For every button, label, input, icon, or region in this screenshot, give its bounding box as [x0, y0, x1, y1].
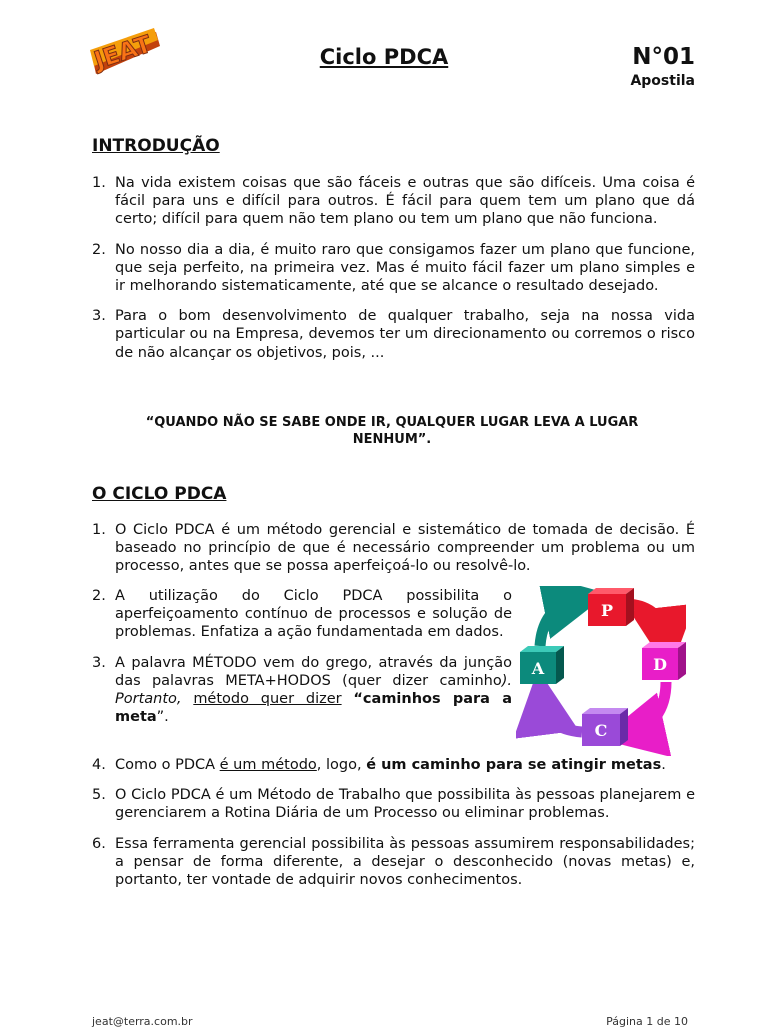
pdca-cycle-diagram: [516, 586, 686, 756]
list-item: 1. Na vida existem coisas que são fáceis e outras que são difíceis. Uma coisa é fácil para uns e difícil para outros. É fácil para quem tem um plano que dá certo; difícil para quem não tem plano ou tem um plano que não funciona.: [92, 175, 695, 228]
act-box: [520, 646, 564, 684]
intro-heading: INTRODUÇÃO: [92, 136, 220, 156]
list-item: 4. Como o PDCA é um método, logo, é um caminho para se atingir metas.: [92, 757, 666, 773]
list-item: 5. O Ciclo PDCA é um Método de Trabalho que possibilita às pessoas planejarem e gerenciarem a Rotina Diária de um Processo ou eliminar problemas.: [92, 787, 695, 822]
svg-text:D: D: [653, 655, 667, 674]
list-item: 2. A utilização do Ciclo PDCA possibilita o aperfeiçoamento contínuo de processos e solução de problemas. Enfatiza a ação fundamentada em dados.: [92, 588, 512, 641]
page-title: Ciclo PDCA: [319, 45, 449, 69]
svg-text:P: P: [600, 601, 614, 620]
list-item: 2. No nosso dia a dia, é muito raro que consigamos fazer um plano que funcione, que seja perfeito, na primeira vez. Mas é muito fácil fazer um plano simples e ir melhorando sistematicamente, até que se alcance o resultado desejado.: [92, 241, 695, 295]
svg-text:C: C: [594, 721, 608, 740]
quote: “QUANDO NÃO SE SABE ONDE IR, QUALQUER LUGAR LEVA A LUGAR NENHUM”.: [145, 415, 639, 447]
plan-box: [588, 588, 634, 626]
arrow-c-to-a: [542, 702, 582, 732]
cycle-heading: O CICLO PDCA: [92, 484, 227, 504]
list-item: 3. Para o bom desenvolvimento de qualquer trabalho, seja na nossa vida particular ou na Empresa, devemos ter um direcionamento ou corremos o risco de não alcançar os objetivos, pois, ...: [92, 308, 695, 361]
arrow-d-to-c: [632, 682, 666, 732]
svg-text:A: A: [531, 659, 545, 678]
intro-list: [92, 174, 695, 374]
document-number: N°01: [632, 44, 695, 70]
cycle-list-beside-diagram: [92, 587, 512, 738]
footer-email: jeat@terra.com.br: [92, 1015, 193, 1028]
list-item: 3. A palavra MÉTODO vem do grego, através da junção das palavras META+HODOS (quer dizer caminho). Portanto, método quer dizer “caminhos para a meta”.: [92, 654, 512, 726]
arrow-a-to-p: [540, 600, 576, 646]
cycle-list-intro: [92, 521, 695, 588]
logo-text: JEAT: [90, 29, 155, 75]
cycle-list-rest: [92, 756, 695, 901]
document-type: Apostila: [630, 73, 695, 89]
list-item: 1. O Ciclo PDCA é um método gerencial e sistemático de tomada de decisão. É baseado no princípio de que é necessário compreender um problema ou um processo, antes que se possa aperfeiçoá-lo ou resolvê-lo.: [92, 522, 695, 575]
list-item: 6. Essa ferramenta gerencial possibilita às pessoas assumirem responsabilidades; a pensar de forma diferente, a desejar o desconhecido (novas metas) e, portanto, ter vontade de adquirir novos conhecimentos.: [92, 835, 695, 889]
footer-page-number: Página 1 de 10: [606, 1015, 688, 1028]
check-box: [582, 708, 628, 746]
do-box: [642, 642, 686, 680]
